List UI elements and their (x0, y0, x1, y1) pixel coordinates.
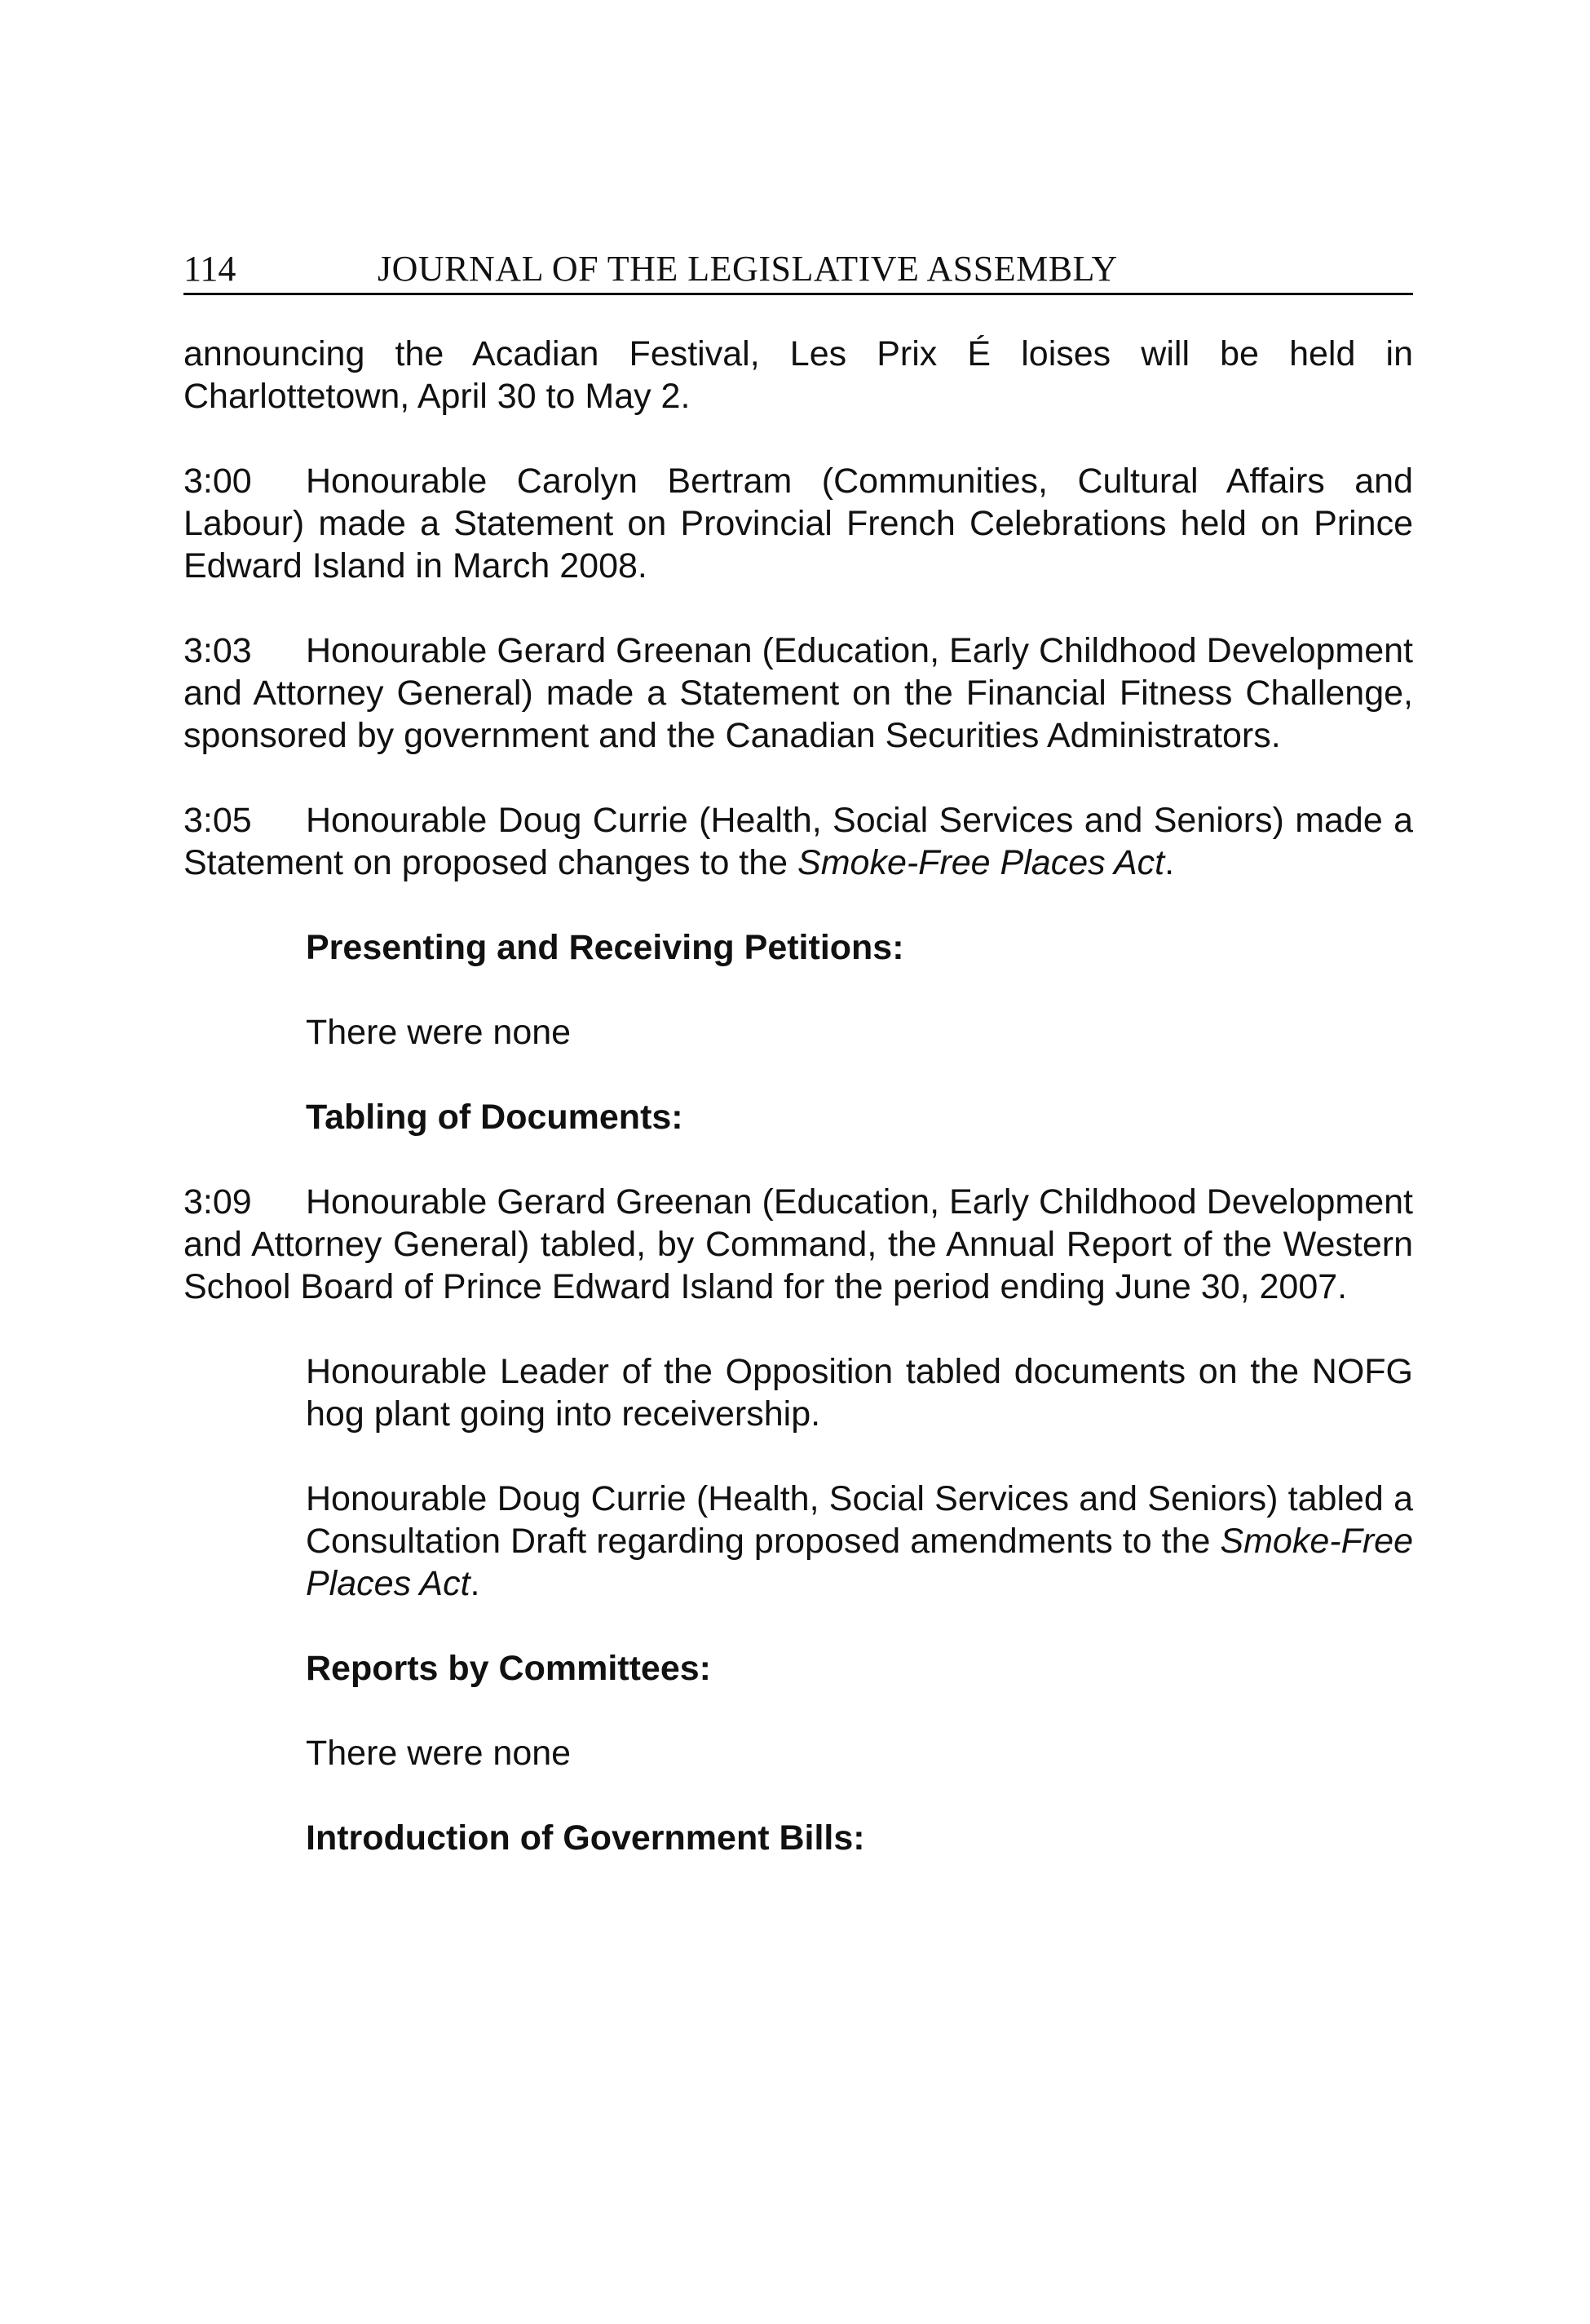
act-title: Smoke-Free Places Act (797, 843, 1165, 882)
entry-text: Honourable Carolyn Bertram (Communities, Cultural Affairs and Labour) made a Statement on Provincial French Celebrations held on Prince Edward Island in March 2008. (183, 462, 1413, 585)
heading-government-bills: Introduction of Government Bills: (306, 1818, 865, 1858)
entry-3-03 (183, 630, 1413, 757)
heading-tabling: Tabling of Documents: (306, 1098, 683, 1137)
entry-time: 3:03 (183, 631, 252, 670)
entry-end: . (470, 1564, 480, 1603)
heading-committees: Reports by Committees: (306, 1649, 711, 1688)
entry-3-00 (183, 460, 1413, 587)
entry-text: Honourable Gerard Greenan (Education, Early Childhood Development and Attorney General) tabled, by Command, the Annual Report of the Western School Board of Prince Edward Island for the period ending June 30, 2007. (183, 1182, 1413, 1306)
page-header (183, 245, 1413, 295)
entry-time: 3:00 (183, 462, 252, 501)
entry-3-05 (183, 799, 1413, 884)
entry-time: 3:09 (183, 1182, 252, 1222)
journal-title: JOURNAL OF THE LEGISLATIVE ASSEMBLY (378, 249, 1118, 289)
tabling-consultation-draft (183, 1478, 1413, 1605)
page-body (183, 333, 1413, 1902)
page-number: 114 (183, 249, 236, 289)
entry-3-09 (183, 1181, 1413, 1308)
act-title: Smoke-Free Places Act (306, 1522, 1413, 1603)
entry-text: Honourable Doug Currie (Health, Social Services and Seniors) tabled a Consultation Draft regarding proposed amendments to the (306, 1479, 1413, 1561)
committees-text: There were none (306, 1734, 572, 1773)
petitions-text: There were none (306, 1013, 572, 1052)
entry-end: . (1164, 843, 1175, 882)
heading-petitions: Presenting and Receiving Petitions: (306, 928, 904, 967)
entry-time: 3:05 (183, 801, 252, 840)
continued-paragraph: announcing the Acadian Festival, Les Prix É loises will be held in Charlottetown, April 30 to May 2. (183, 334, 1413, 416)
entry-text: Honourable Doug Currie (Health, Social Services and Seniors) made a Statement on proposed changes to the (183, 801, 1413, 882)
tabling-opposition: Honourable Leader of the Opposition tabled documents on the NOFG hog plant going into receivership. (306, 1352, 1413, 1434)
entry-text: Honourable Gerard Greenan (Education, Early Childhood Development and Attorney General) made a Statement on the Financial Fitness Challenge, sponsored by government and the Canadian Securities Administrators. (183, 631, 1413, 755)
